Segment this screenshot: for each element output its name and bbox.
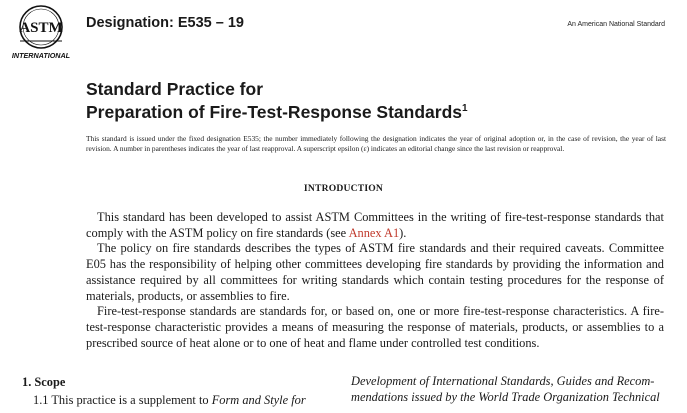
astm-logo-icon (4, 2, 78, 60)
introduction-p1-end: ). (399, 225, 407, 240)
title-line-2-text: Preparation of Fire-Test-Response Standards (86, 102, 463, 122)
issuance-notice: This standard is issued under the fixed designation E535; the number immediately following the designation indicates the year of original adoption or, in the case of revision, the year of last revision. A number in parentheses indicates the year of last reapproval. A superscript epsilon (ε) indicates an editorial change since the last revision or reapproval. (86, 134, 666, 154)
right-column-line-2: mendations issued by the World Trade Organization Technical (351, 389, 660, 404)
logo-text-bottom: INTERNATIONAL (11, 51, 71, 60)
designation: Designation: E535 – 19 (86, 15, 244, 31)
scope-text: 1.1 This practice is a supplement to (33, 393, 212, 407)
scope-referenced-title: Form and Style for (211, 393, 306, 407)
title-line-1: Standard Practice for (86, 79, 263, 99)
document-title (86, 80, 646, 122)
introduction-paragraph-2: The policy on fire standards describes the types of ASTM fire standards and their required caveats. Committee E05 has the responsibility of helping other committees developing fire standards by providing the information and assistance required by all committees for writing standards which contain testing procedures for the response of materials, products, or assemblies to fire. (86, 241, 664, 303)
scope-heading: 1. Scope (22, 375, 66, 389)
introduction-body (86, 210, 664, 351)
right-column-line-1: Development of International Standards, Guides and Recom- (351, 374, 655, 388)
title-line-2 (86, 99, 646, 122)
title-footnote-link[interactable]: 1 (462, 103, 468, 114)
national-standard-label: An American National Standard (567, 21, 665, 28)
logo-text-top: ASTM (19, 20, 63, 36)
introduction-p1-text: This standard has been developed to assist ASTM Committees in the writing of fire-test-response standards that comply with the ASTM policy on fire standards (see (86, 210, 664, 240)
annex-a1-link[interactable]: Annex A1 (348, 225, 400, 240)
introduction-paragraph-3: Fire-test-response standards are standards for, or based on, one or more fire-test-response characteristics. A fire-test-response characteristic provides a means of measuring the response of materials, products, or assemblies to a prescribed source of heat alone or to one of heat and flame under controlled test conditions. (86, 304, 664, 350)
introduction-paragraph-1 (86, 210, 664, 241)
scope-paragraph (33, 393, 341, 408)
introduction-heading: INTRODUCTION (303, 183, 384, 194)
astm-logo (4, 2, 78, 60)
right-column-text (351, 374, 665, 405)
